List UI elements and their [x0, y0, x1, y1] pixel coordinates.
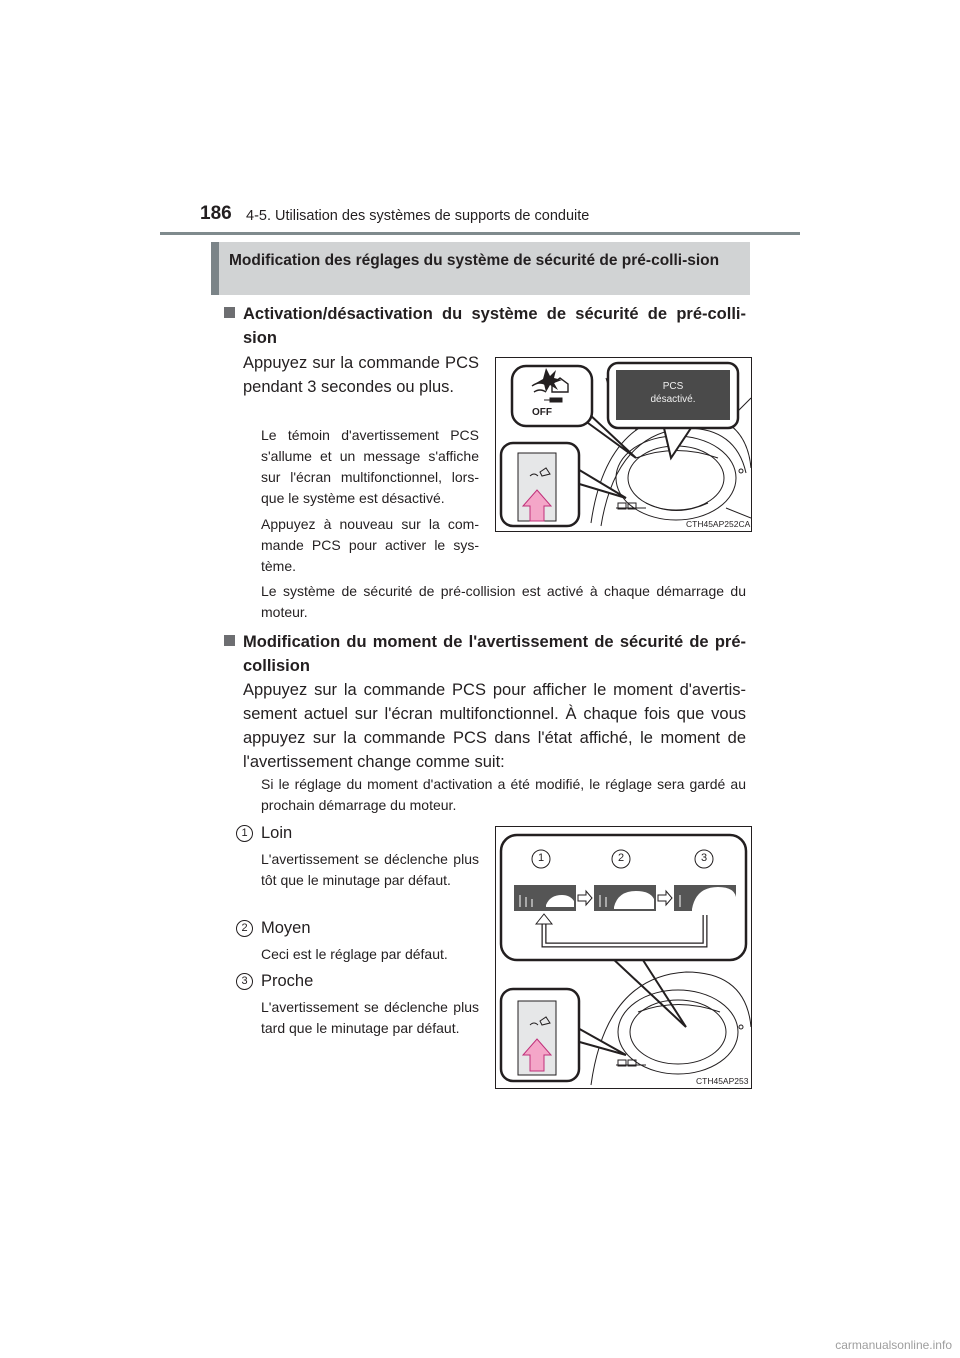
display-line-1: PCS: [662, 381, 684, 392]
activation-instruction: Appuyez sur la commande PCS pendant 3 secondes ou plus.: [243, 354, 479, 396]
option-number-3: 3: [236, 973, 253, 990]
timing-instruction: Appuyez sur la commande PCS pour afficher le moment d'avertis-sement actuel sur l'écran multifonctionnel. À chaque fois que vous appuyez sur la commande PCS dans l'état affiché, le moment de l'avertissement change comme suit:: [243, 681, 746, 771]
figure-num-3: 3: [700, 852, 708, 864]
timing-heading: [243, 630, 746, 678]
figure-code: CTH45AP253: [696, 1076, 749, 1086]
activation-heading: [243, 302, 746, 350]
activation-note-2: Appuyez à nouveau sur la com-mande PCS pour activer le sys-tème.: [261, 516, 479, 574]
figure-num-2: 2: [617, 852, 625, 864]
bullet-square-icon: [224, 635, 235, 646]
timing-heading-text: Modification du moment de l'avertissement de sécurité de pré-collision: [243, 633, 746, 675]
header-rule: [160, 232, 800, 235]
watermark: [0, 1338, 960, 1352]
option-desc-3: L'avertissement se déclenche plus tard que le minutage par défaut.: [261, 999, 479, 1036]
option-desc-1: L'avertissement se déclenche plus tôt que le minutage par défaut.: [261, 851, 479, 888]
option-label-1: Loin: [261, 824, 293, 842]
display-line-2: désactivé.: [650, 394, 696, 405]
activation-note-3: Le système de sécurité de pré-collision est activé à chaque démarrage du moteur.: [261, 583, 746, 620]
activation-heading-text: Activation/désactivation du système de sécurité de pré-colli-sion: [243, 305, 746, 347]
timing-note: Si le réglage du moment d'activation a été modifié, le réglage sera gardé au prochain démarrage du moteur.: [261, 776, 746, 813]
watermark-text: carmanualsonline.info: [835, 1338, 952, 1352]
display-message: [624, 380, 722, 406]
chapter-title: 4-5. Utilisation des systèmes de supports de conduite: [246, 208, 590, 224]
figure-num-1: 1: [537, 852, 545, 864]
timing-drawing: [496, 827, 751, 1088]
timing-illustration: [495, 826, 752, 1089]
figure-code: CTH45AP252CA: [686, 519, 751, 529]
pcs-off-illustration: [495, 357, 752, 532]
option-desc-2: Ceci est le réglage par défaut.: [261, 946, 448, 962]
off-label: OFF: [532, 407, 552, 418]
section-title: Modification des réglages du système de sécurité de pré-colli-sion: [211, 242, 750, 295]
option-label-2: Moyen: [261, 919, 311, 937]
activation-note-1: Le témoin d'avertissement PCS s'allume et un message s'affiche sur l'écran multifonctionnel, lors-que le système est désactivé.: [261, 427, 479, 506]
option-label-3: Proche: [261, 972, 314, 990]
option-number-1: 1: [236, 825, 253, 842]
option-number-2: 2: [236, 920, 253, 937]
bullet-square-icon: [224, 307, 235, 318]
page-number: 186: [200, 203, 232, 224]
